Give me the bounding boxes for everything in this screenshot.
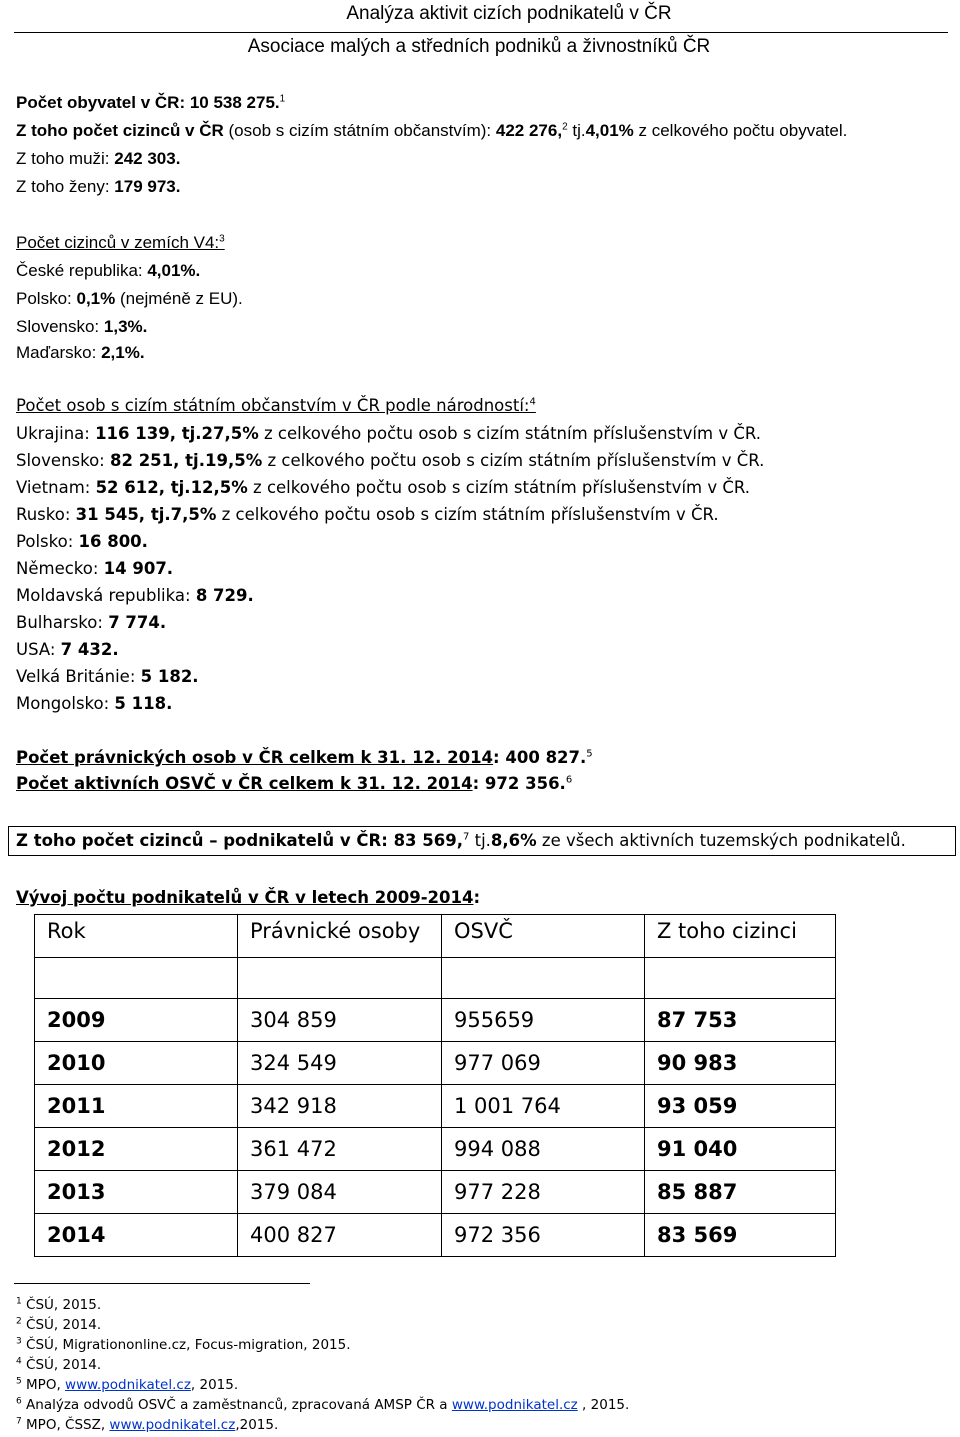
table-header-row [35,915,836,958]
legal-cell: 342 918 [238,1085,442,1128]
nationality-item: Velká Británie: 5 182. [16,667,199,686]
osvc-cell: 977 069 [442,1042,645,1085]
legal-cell: 379 084 [238,1171,442,1214]
population-foreigners: Z toho počet cizinců v ČR (osob s cizím státním občanstvím): 422 276,$^2$ tj.4,01% z celkového počtu obyvatel. [16,121,848,140]
year-cell: 2009 [35,999,238,1042]
v4-item: Polsko: 0,1% (nejméně z EU). [16,289,243,308]
column-header: Rok [35,915,238,958]
foreign-entrepreneurs-text: Z toho počet cizinců – podnikatelů v ČR: 83 569,$^7$ tj.8,6% ze všech aktivních tuzemských podnikatelů. [16,831,906,850]
nationality-item: Ukrajina: 116 139, tj.27,5% z celkového počtu osob s cizím státním příslušenstvím v ČR. [16,424,761,443]
nationality-item: Vietnam: 52 612, tj.12,5% z celkového počtu osob s cizím státním příslušenstvím v ČR. [16,478,750,497]
nationality-item: USA: 7 432. [16,640,119,659]
population-total: Počet obyvatel v ČR: 10 538 275.$^1$ [16,93,286,112]
footnote-link[interactable]: www.podnikatel.cz [451,1397,578,1413]
year-cell: 2012 [35,1128,238,1171]
legal-cell: 400 827 [238,1214,442,1257]
osvc-cell: 994 088 [442,1128,645,1171]
document-title: Analýza aktivit cizích podnikatelů v ČR [346,3,672,24]
legal-cell: 304 859 [238,999,442,1042]
table-row [35,1171,836,1214]
year-cell: 2013 [35,1171,238,1214]
foreigners-cell: 85 887 [645,1171,836,1214]
population-men: Z toho muži: 242 303. [16,149,181,168]
v4-item: Slovensko: 1,3%. [16,317,148,336]
foreigners-cell: 83 569 [645,1214,836,1257]
v4-item: Maďarsko: 2,1%. [16,343,145,362]
footnote-link[interactable]: www.podnikatel.cz [65,1377,191,1393]
osvc-cell: 955659 [442,999,645,1042]
nationality-item: Moldavská republika: 8 729. [16,586,254,605]
year-cell: 2011 [35,1085,238,1128]
table-row [35,1128,836,1171]
osvc-total: Počet aktivních OSVČ v ČR celkem k 31. 12. 2014: 972 356.$^6$ [16,774,573,793]
table-spacer-row [35,958,836,999]
footnote: $^7$ MPO, ČSSZ, www.podnikatel.cz,2015. [16,1416,279,1433]
nationality-item: Mongolsko: 5 118. [16,694,173,713]
footnote: $^2$ ČSÚ, 2014. [16,1316,102,1333]
table-row [35,999,836,1042]
table-row [35,1042,836,1085]
year-cell: 2010 [35,1042,238,1085]
osvc-cell: 977 228 [442,1171,645,1214]
nationality-item: Rusko: 31 545, tj.7,5% z celkového počtu osob s cizím státním příslušenstvím v ČR. [16,505,719,524]
footnote: $^5$ MPO, www.podnikatel.cz, 2015. [16,1376,239,1393]
development-table [34,914,836,1257]
column-header: OSVČ [442,915,645,958]
nationality-item: Slovensko: 82 251, tj.19,5% z celkového počtu osob s cizím státním příslušenstvím v ČR. [16,451,765,470]
nationality-item: Bulharsko: 7 774. [16,613,167,632]
document-subtitle: Asociace malých a středních podniků a živnostníků ČR [247,36,711,57]
legal-persons-total: Počet právnických osob v ČR celkem k 31. 12. 2014: 400 827.$^5$ [16,748,593,767]
v4-heading: Počet cizinců v zemích V4:$^3$ [16,233,225,252]
foreigners-cell: 90 983 [645,1042,836,1085]
v4-item: České republika: 4,01%. [16,261,201,280]
table-row [35,1214,836,1257]
footnote: $^6$ Analýza odvodů OSVČ a zaměstnanců, zpracovaná AMSP ČR a www.podnikatel.cz , 2015. [16,1396,630,1413]
year-cell: 2014 [35,1214,238,1257]
legal-cell: 324 549 [238,1042,442,1085]
foreigners-cell: 91 040 [645,1128,836,1171]
footnote-rule [14,1283,310,1284]
osvc-cell: 1 001 764 [442,1085,645,1128]
footnote: $^4$ ČSÚ, 2014. [16,1356,102,1373]
osvc-cell: 972 356 [442,1214,645,1257]
nationality-item: Německo: 14 907. [16,559,174,578]
header-rule [14,32,948,33]
footnote-link[interactable]: www.podnikatel.cz [109,1417,236,1433]
column-header: Z toho cizinci [645,915,836,958]
nationalities-heading: Počet osob s cizím státním občanstvím v ČR podle národností:$^4$ [16,396,536,415]
footnote: $^3$ ČSÚ, Migrationonline.cz, Focus-migration, 2015. [16,1336,351,1353]
column-header: Právnické osoby [238,915,442,958]
nationality-item: Polsko: 16 800. [16,532,148,551]
foreigners-cell: 87 753 [645,999,836,1042]
development-heading: Vývoj počtu podnikatelů v ČR v letech 2009-2014: [16,888,481,907]
footnote: $^1$ ČSÚ, 2015. [16,1296,102,1313]
foreigners-cell: 93 059 [645,1085,836,1128]
legal-cell: 361 472 [238,1128,442,1171]
table-row [35,1085,836,1128]
population-women: Z toho ženy: 179 973. [16,177,181,196]
